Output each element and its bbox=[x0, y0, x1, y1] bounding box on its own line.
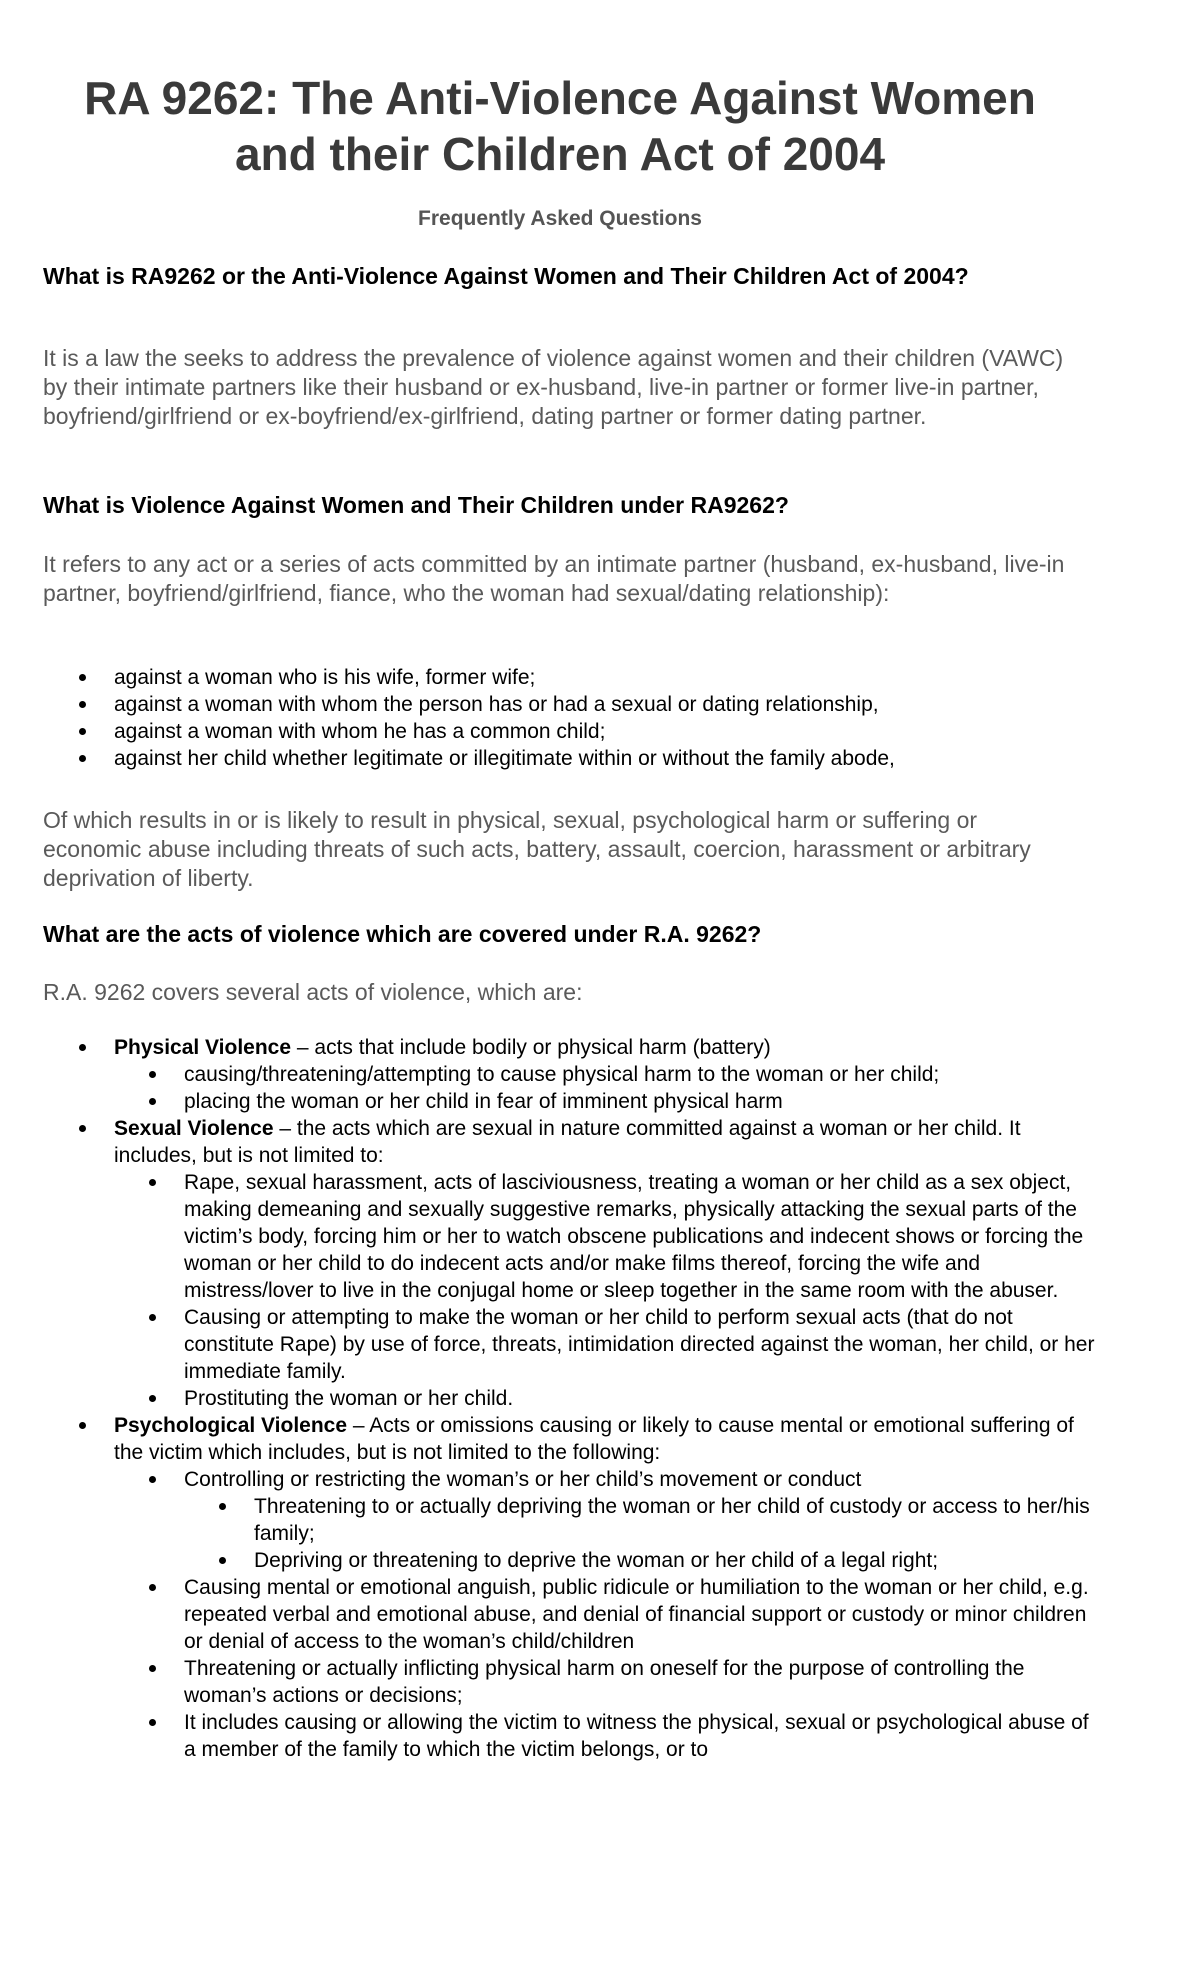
answer-1: It is a law the seeks to address the prevalence of violence against women and their children (VAWC) by their intimate partners like their husband or ex-husband, live-in partner or former live-in partner, boyfriend/girlfriend or ex-boyfriend/ex-girlfriend, dating partner or former dating partner. bbox=[43, 345, 1064, 429]
list-item: Causing or attempting to make the woman or her child to perform sexual acts (that do not constitute Rape) by use of force, threats, intimidation directed against the woman, her child, or her immediate family. bbox=[114, 1304, 1100, 1385]
page-title bbox=[40, 70, 1080, 182]
list-item: against her child whether legitimate or illegitimate within or without the family abode, bbox=[0, 745, 1100, 772]
psychological-violence-sublist bbox=[114, 1466, 1100, 1763]
list-item: Prostituting the woman or her child. bbox=[114, 1385, 1100, 1412]
term-sexual-violence: Sexual Violence bbox=[114, 1117, 274, 1140]
term-psychological-violence: Psychological Violence bbox=[114, 1414, 348, 1437]
list-item: Causing mental or emotional anguish, public ridicule or humiliation to the woman or her child, e.g. repeated verbal and emotional abuse, and denial of financial support or custody or minor children or denial of access to the woman’s child/children bbox=[114, 1574, 1100, 1655]
controlling-item-text: Controlling or restricting the woman’s or her child’s movement or conduct bbox=[184, 1468, 862, 1491]
list-item: It includes causing or allowing the victim to witness the physical, sexual or psychological abuse of a member of the family to which the victim belongs, or to bbox=[114, 1709, 1100, 1763]
list-item: Rape, sexual harassment, acts of lasciviousness, treating a woman or her child as a sex object, making demeaning and sexually suggestive remarks, physically attacking the sexual parts of the victim’s body, forcing him or her to watch obscene publications and indecent shows or forcing the woman or her child to do indecent acts and/or make films thereof, forcing the wife and mistress/lover to live in the conjugal home or sleep together in the same room with the abuser. bbox=[114, 1169, 1100, 1304]
list-item: Depriving or threatening to deprive the woman or her child of a legal right; bbox=[184, 1547, 1100, 1574]
question-2: What is Violence Against Women and Their Children under RA9262? bbox=[43, 492, 789, 518]
list-item-psychological-violence bbox=[0, 1412, 1100, 1763]
title-line-2: and their Children Act of 2004 bbox=[234, 128, 886, 180]
list-item-physical-violence bbox=[0, 1034, 1100, 1115]
list-item: causing/threatening/attempting to cause physical harm to the woman or her child; bbox=[114, 1061, 1100, 1088]
term-physical-violence: Physical Violence bbox=[114, 1036, 292, 1059]
physical-violence-desc: – acts that include bodily or physical harm (battery) bbox=[291, 1036, 771, 1059]
list-item bbox=[114, 1466, 1100, 1574]
list-item: against a woman with whom the person has or had a sexual or dating relationship, bbox=[0, 691, 1100, 718]
list-item: against a woman who is his wife, former wife; bbox=[0, 664, 1100, 691]
list-item: placing the woman or her child in fear of imminent physical harm bbox=[114, 1088, 1100, 1115]
sexual-violence-sublist bbox=[114, 1169, 1100, 1412]
list-item: Threatening or actually inflicting physical harm on oneself for the purpose of controlling the woman’s actions or decisions; bbox=[114, 1655, 1100, 1709]
relationship-list bbox=[0, 664, 1100, 772]
title-line-1: RA 9262: The Anti-Violence Against Women bbox=[84, 72, 1036, 124]
answer-2: It refers to any act or a series of acts committed by an intimate partner (husband, ex-husband, live-in partner, boyfriend/girlfriend, fiance, who the woman had sexual/dating relationship): bbox=[43, 551, 1065, 606]
question-1: What is RA9262 or the Anti-Violence Against Women and Their Children Act of 2004? bbox=[43, 263, 969, 289]
list-item-sexual-violence bbox=[0, 1115, 1100, 1412]
psychological-violence-desc: – Acts or omissions causing or likely to cause mental or emotional suffering of the victim which includes, but is not limited to the following: bbox=[114, 1414, 1074, 1464]
sexual-violence-desc: – the acts which are sexual in nature committed against a woman or her child. It includes, but is not limited to: bbox=[114, 1117, 1021, 1167]
page-subtitle: Frequently Asked Questions bbox=[418, 207, 702, 230]
violence-types-list bbox=[0, 1034, 1100, 1763]
physical-violence-sublist bbox=[114, 1061, 1100, 1115]
list-item: Threatening to or actually depriving the woman or her child of custody or access to her/his family; bbox=[184, 1493, 1100, 1547]
question-3: What are the acts of violence which are covered under R.A. 9262? bbox=[43, 921, 762, 947]
answer-2-conclusion: Of which results in or is likely to result in physical, sexual, psychological harm or suffering or economic abuse including threats of such acts, battery, assault, coercion, harassment or arbitrary deprivation of liberty. bbox=[43, 807, 1031, 891]
list-item: against a woman with whom he has a common child; bbox=[0, 718, 1100, 745]
answer-3: R.A. 9262 covers several acts of violence, which are: bbox=[43, 979, 583, 1005]
controlling-sublist bbox=[184, 1493, 1100, 1574]
